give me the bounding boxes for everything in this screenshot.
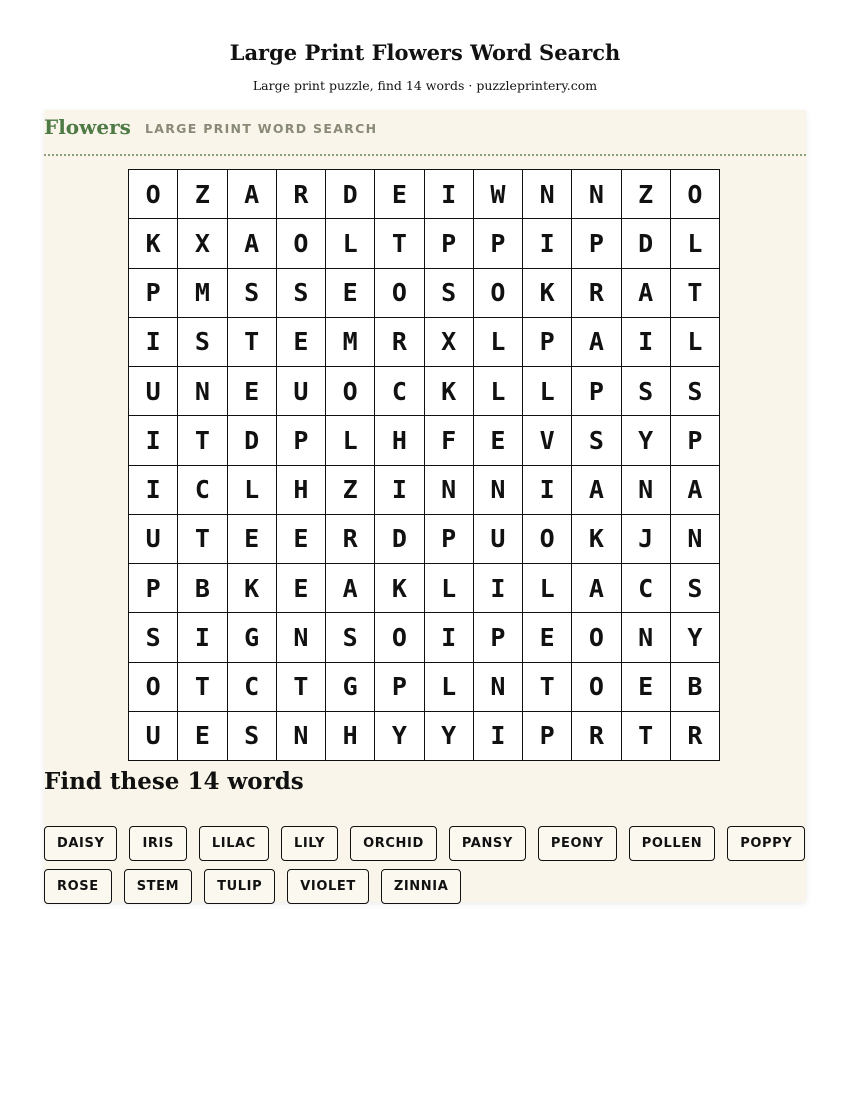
word-chip[interactable]: POLLEN xyxy=(629,826,716,861)
word-chip[interactable]: TULIP xyxy=(204,869,275,904)
grid-cell[interactable]: S xyxy=(671,564,720,613)
grid-cell[interactable]: N xyxy=(425,466,474,515)
grid-cell[interactable]: I xyxy=(523,466,572,515)
grid-cell[interactable]: L xyxy=(326,416,375,465)
word-list xyxy=(44,826,814,904)
grid-cell[interactable]: L xyxy=(326,219,375,268)
grid-cell[interactable]: M xyxy=(178,269,227,318)
grid-cell[interactable]: W xyxy=(474,170,523,219)
grid-cell[interactable]: I xyxy=(622,318,671,367)
grid-cell[interactable]: C xyxy=(228,663,277,712)
grid-cell[interactable]: E xyxy=(228,515,277,564)
grid-cell[interactable]: L xyxy=(523,367,572,416)
grid-cell[interactable]: V xyxy=(523,416,572,465)
grid-cell[interactable]: R xyxy=(671,712,720,761)
letter-grid[interactable] xyxy=(128,169,720,761)
grid-cell[interactable]: A xyxy=(622,269,671,318)
grid-cell[interactable]: R xyxy=(572,269,621,318)
grid-cell[interactable]: K xyxy=(523,269,572,318)
grid-cell[interactable]: S xyxy=(228,269,277,318)
grid-cell[interactable]: T xyxy=(228,318,277,367)
grid-cell[interactable]: L xyxy=(474,318,523,367)
grid-cell[interactable]: U xyxy=(129,367,178,416)
grid-cell[interactable]: L xyxy=(671,318,720,367)
grid-cell[interactable]: P xyxy=(523,318,572,367)
grid-cell[interactable]: O xyxy=(129,663,178,712)
grid-cell[interactable]: E xyxy=(375,170,424,219)
page-subtitle: Large print puzzle, find 14 words · puzzleprintery.com xyxy=(252,78,598,93)
grid-cell[interactable]: N xyxy=(474,466,523,515)
grid-cell[interactable]: O xyxy=(671,170,720,219)
grid-cell[interactable]: P xyxy=(129,269,178,318)
grid-cell[interactable]: C xyxy=(622,564,671,613)
grid-cell[interactable]: D xyxy=(326,170,375,219)
grid-cell[interactable]: R xyxy=(572,712,621,761)
grid-cell[interactable]: P xyxy=(277,416,326,465)
word-chip[interactable]: POPPY xyxy=(727,826,805,861)
grid-cell[interactable]: I xyxy=(375,466,424,515)
grid-cell[interactable]: S xyxy=(671,367,720,416)
grid-cell[interactable]: A xyxy=(228,219,277,268)
grid-cell[interactable]: D xyxy=(228,416,277,465)
grid-cell[interactable]: E xyxy=(622,663,671,712)
grid-cell[interactable]: L xyxy=(474,367,523,416)
grid-cell[interactable]: N xyxy=(523,170,572,219)
grid-cell[interactable]: A xyxy=(572,318,621,367)
grid-cell[interactable]: G xyxy=(228,613,277,662)
puzzle-type-label: LARGE PRINT WORD SEARCH xyxy=(145,121,378,136)
grid-cell[interactable]: O xyxy=(277,219,326,268)
grid-cell[interactable]: I xyxy=(425,170,474,219)
grid-cell[interactable]: D xyxy=(622,219,671,268)
grid-cell[interactable]: S xyxy=(129,613,178,662)
grid-cell[interactable]: H xyxy=(375,416,424,465)
grid-cell[interactable]: O xyxy=(375,269,424,318)
grid-cell[interactable]: I xyxy=(523,219,572,268)
grid-cell[interactable]: O xyxy=(326,367,375,416)
grid-cell[interactable]: P xyxy=(572,219,621,268)
grid-cell[interactable]: A xyxy=(326,564,375,613)
grid-cell[interactable]: B xyxy=(178,564,227,613)
grid-cell[interactable]: A xyxy=(572,564,621,613)
grid-cell[interactable]: O xyxy=(523,515,572,564)
grid-cell[interactable]: K xyxy=(129,219,178,268)
grid-cell[interactable]: P xyxy=(375,663,424,712)
grid-cell[interactable]: N xyxy=(474,663,523,712)
grid-cell[interactable]: N xyxy=(572,170,621,219)
grid-cell[interactable]: N xyxy=(178,367,227,416)
grid-cell[interactable]: T xyxy=(523,663,572,712)
grid-cell[interactable]: L xyxy=(425,564,474,613)
grid-cell[interactable]: E xyxy=(228,367,277,416)
grid-cell[interactable]: Z xyxy=(622,170,671,219)
grid-cell[interactable]: O xyxy=(129,170,178,219)
grid-cell[interactable]: F xyxy=(425,416,474,465)
grid-cell[interactable]: D xyxy=(375,515,424,564)
grid-cell[interactable]: P xyxy=(474,613,523,662)
grid-cell[interactable]: S xyxy=(277,269,326,318)
grid-cell[interactable]: M xyxy=(326,318,375,367)
grid-cell[interactable]: S xyxy=(326,613,375,662)
grid-cell[interactable]: N xyxy=(671,515,720,564)
grid-cell[interactable]: T xyxy=(622,712,671,761)
grid-cell[interactable]: X xyxy=(178,219,227,268)
grid-cell[interactable]: K xyxy=(572,515,621,564)
word-chip[interactable]: ROSE xyxy=(44,869,112,904)
grid-cell[interactable]: P xyxy=(572,367,621,416)
grid-cell[interactable]: L xyxy=(425,663,474,712)
grid-cell[interactable]: E xyxy=(523,613,572,662)
word-chip[interactable]: IRIS xyxy=(129,826,186,861)
grid-cell[interactable]: S xyxy=(228,712,277,761)
grid-cell[interactable]: K xyxy=(228,564,277,613)
grid-cell[interactable]: U xyxy=(129,515,178,564)
word-chip[interactable]: LILY xyxy=(281,826,338,861)
grid-cell[interactable]: Z xyxy=(326,466,375,515)
grid-cell[interactable]: O xyxy=(572,613,621,662)
card-header xyxy=(44,110,806,156)
word-chip[interactable]: PANSY xyxy=(449,826,526,861)
grid-cell[interactable]: E xyxy=(178,712,227,761)
grid-cell[interactable]: N xyxy=(277,712,326,761)
grid-cell[interactable]: P xyxy=(425,219,474,268)
grid-cell[interactable]: T xyxy=(277,663,326,712)
grid-cell[interactable]: I xyxy=(129,466,178,515)
grid-cell[interactable]: I xyxy=(129,318,178,367)
word-list-heading: Find these 14 words xyxy=(44,768,304,795)
word-chip[interactable]: STEM xyxy=(124,869,192,904)
grid-cell[interactable]: S xyxy=(572,416,621,465)
grid-cell[interactable]: T xyxy=(178,663,227,712)
grid-cell[interactable]: Y xyxy=(375,712,424,761)
word-chip[interactable]: ZINNIA xyxy=(381,869,462,904)
grid-cell[interactable]: J xyxy=(622,515,671,564)
grid-cell[interactable]: P xyxy=(129,564,178,613)
grid-cell[interactable]: P xyxy=(425,515,474,564)
grid-cell[interactable]: E xyxy=(277,318,326,367)
grid-cell[interactable]: H xyxy=(277,466,326,515)
grid-cell[interactable]: T xyxy=(178,515,227,564)
grid-cell[interactable]: R xyxy=(375,318,424,367)
grid-cell[interactable]: T xyxy=(178,416,227,465)
word-chip[interactable]: VIOLET xyxy=(287,869,369,904)
grid-cell[interactable]: I xyxy=(129,416,178,465)
grid-cell[interactable]: E xyxy=(277,515,326,564)
grid-cell[interactable]: E xyxy=(474,416,523,465)
word-chip[interactable]: LILAC xyxy=(199,826,269,861)
grid-cell[interactable]: G xyxy=(326,663,375,712)
grid-cell[interactable]: R xyxy=(277,170,326,219)
grid-cell[interactable]: X xyxy=(425,318,474,367)
grid-cell[interactable]: L xyxy=(523,564,572,613)
puzzle-theme-title: Flowers xyxy=(44,115,131,139)
grid-cell[interactable]: L xyxy=(228,466,277,515)
grid-cell[interactable]: U xyxy=(277,367,326,416)
puzzle-card xyxy=(44,110,806,902)
grid-cell[interactable]: Y xyxy=(622,416,671,465)
grid-cell[interactable]: Y xyxy=(671,613,720,662)
grid-cell[interactable]: N xyxy=(277,613,326,662)
grid-cell[interactable]: O xyxy=(474,269,523,318)
grid-cell[interactable]: O xyxy=(572,663,621,712)
grid-cell[interactable]: E xyxy=(277,564,326,613)
grid-cell[interactable]: I xyxy=(178,613,227,662)
grid-cell[interactable]: U xyxy=(129,712,178,761)
grid-cell[interactable]: T xyxy=(375,219,424,268)
word-chip[interactable]: PEONY xyxy=(538,826,617,861)
grid-cell[interactable]: I xyxy=(474,564,523,613)
grid-cell[interactable]: A xyxy=(228,170,277,219)
page-title: Large Print Flowers Word Search xyxy=(229,40,621,65)
grid-cell[interactable]: P xyxy=(523,712,572,761)
grid-cell[interactable]: P xyxy=(671,416,720,465)
grid-cell[interactable]: I xyxy=(474,712,523,761)
grid-cell[interactable]: N xyxy=(622,613,671,662)
grid-cell[interactable]: A xyxy=(572,466,621,515)
grid-cell[interactable]: A xyxy=(671,466,720,515)
grid-cell[interactable]: C xyxy=(375,367,424,416)
grid-cell[interactable]: Z xyxy=(178,170,227,219)
grid-cell[interactable]: K xyxy=(425,367,474,416)
grid-cell[interactable]: T xyxy=(671,269,720,318)
grid-cell[interactable]: C xyxy=(178,466,227,515)
grid-cell[interactable]: S xyxy=(425,269,474,318)
grid-cell[interactable]: P xyxy=(474,219,523,268)
grid-cell[interactable]: O xyxy=(375,613,424,662)
grid-cell[interactable]: B xyxy=(671,663,720,712)
grid-cell[interactable]: L xyxy=(671,219,720,268)
grid-cell[interactable]: U xyxy=(474,515,523,564)
grid-cell[interactable]: H xyxy=(326,712,375,761)
grid-cell[interactable]: E xyxy=(326,269,375,318)
grid-cell[interactable]: K xyxy=(375,564,424,613)
grid-cell[interactable]: Y xyxy=(425,712,474,761)
grid-cell[interactable]: S xyxy=(178,318,227,367)
word-chip[interactable]: ORCHID xyxy=(350,826,437,861)
grid-cell[interactable]: R xyxy=(326,515,375,564)
grid-cell[interactable]: S xyxy=(622,367,671,416)
grid-cell[interactable]: N xyxy=(622,466,671,515)
grid-cell[interactable]: I xyxy=(425,613,474,662)
word-chip[interactable]: DAISY xyxy=(44,826,117,861)
